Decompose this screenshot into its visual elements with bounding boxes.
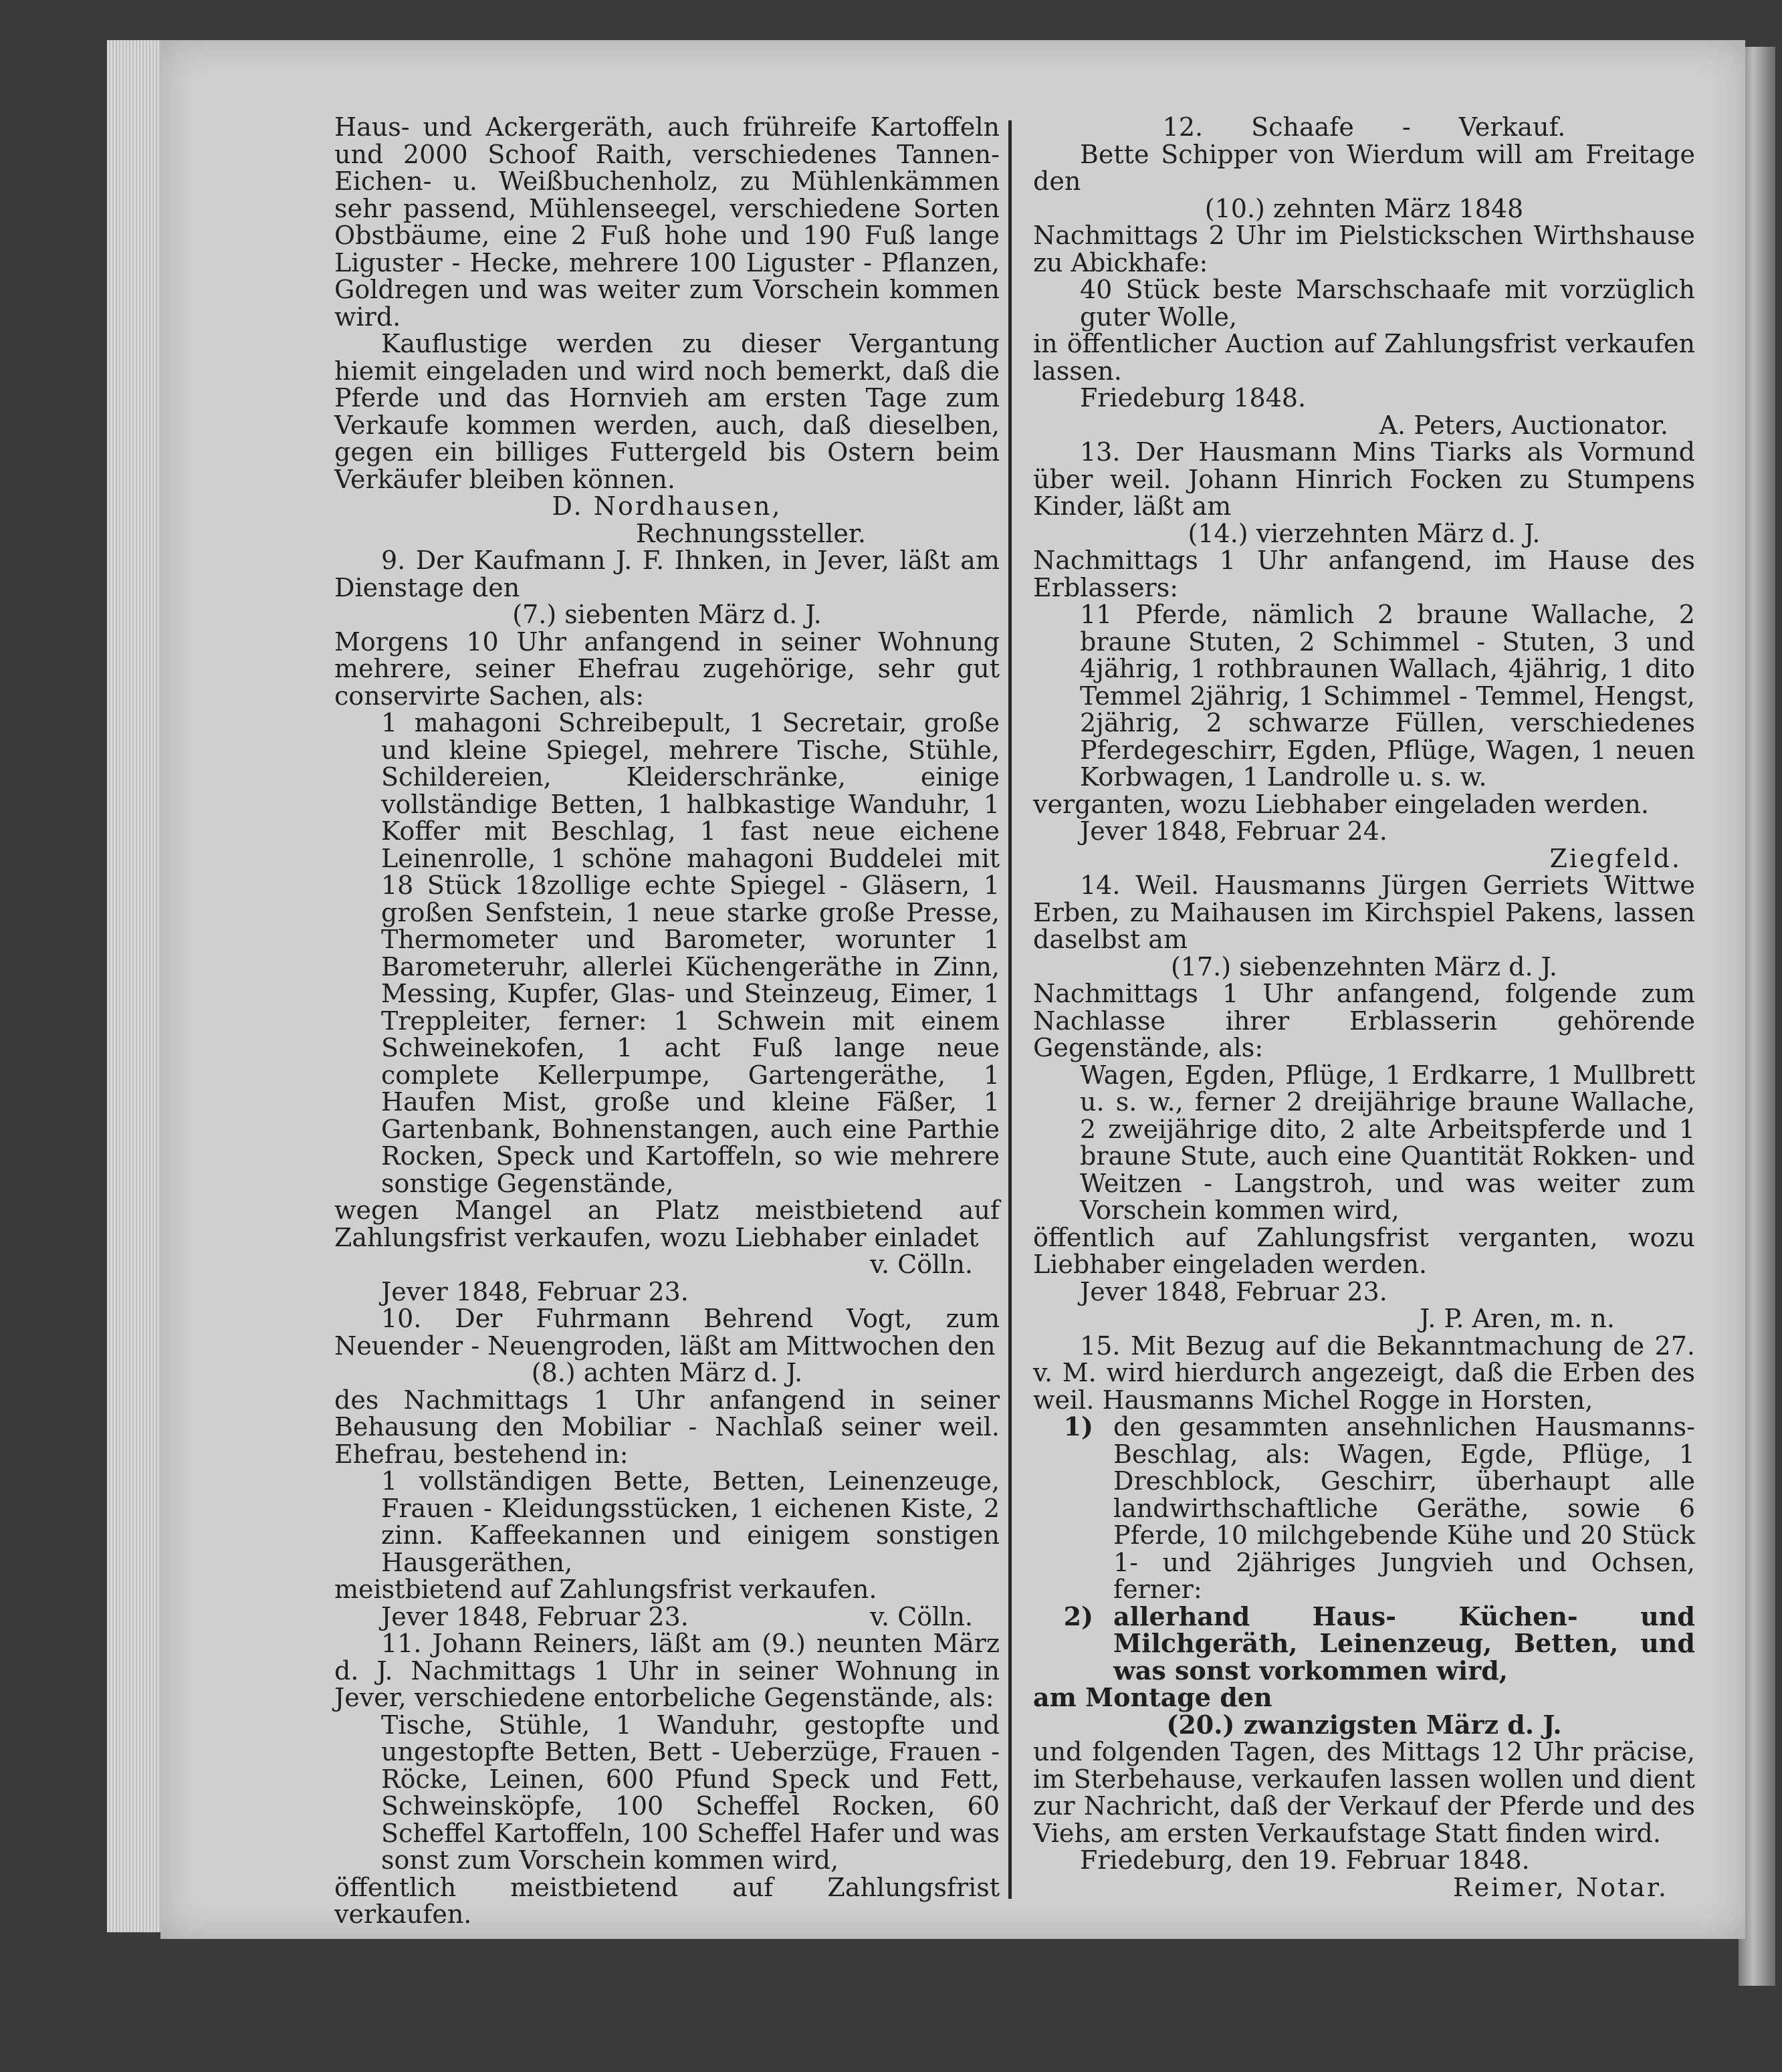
notice-14-date: (17.) siebenzehnten März d. J. [1170,951,1558,982]
notice-9-date: (7.) siebenten März d. J. [512,600,822,629]
date-line: Jever 1848, Februar 23. [381,1601,689,1631]
date-line: Friedeburg, den 19. Februar 1848. [1080,1845,1530,1875]
notice-13-list: 11 Pferde, nämlich 2 braune Wallache, 2 braune Stuten, 2 Schimmel - Stuten, 3 und 4jährig, 1 rothbraunen Wallach, 4jährig, 1 dito Temmel 2jährig, 1 Schimmel - Temmel, Hengst, 2jährig, 2 schwarze Füllen, verschiedenes Pferdegeschirr, Egden, Pflüge, Wagen, 1 neuen Korbwagen, 1 Landrolle u. s. w. [1080,600,1695,792]
notice-15-weekday: am Montage den [1033,1682,1272,1712]
notice-12-body: Nachmittags 2 Uhr im Pielstickschen Wirthshause zu Abickhafe: [1033,221,1695,277]
column-divider [1008,120,1012,1899]
right-column [1033,114,1695,1901]
date-line: Jever 1848, Februar 23. [381,1276,689,1306]
signature: D. Nordhausen, [552,491,782,521]
date-signature-row [334,1603,1000,1631]
item-text: allerhand Haus- Küchen- und Milchgeräth, Leinenzeug, Betten, und was sonst vorkommen wird, [1113,1601,1695,1686]
notice-14-list: Wagen, Egden, Pflüge, 1 Erdkarre, 1 Mullbrett u. s. w., ferner 2 dreijährige braune Wallache, 2 zweijährige dito, 2 alte Arbeitspferde und 1 braune Stute, auch eine Quantität Rokken- und Weitzen - Langstroh, und was weiter zum Vorschein kommen wird, [1080,1060,1695,1225]
notice-10-head: 10. Der Fuhrmann Behrend Vogt, zum Neuender - Neuengroden, läßt am Mittwochen den [334,1304,1000,1361]
notice-12-heading: 12. Schaafe - Verkauf. [1162,112,1566,142]
notice-14-head: 14. Weil. Hausmanns Jürgen Gerriets Wittwe Erben, zu Maihausen im Kirchspiel Pakens, lassen daselbst am [1033,871,1695,954]
date-line: Jever 1848, Februar 23. [1080,1276,1387,1306]
notice-10-tail: meistbietend auf Zahlungsfrist verkaufen. [334,1575,877,1604]
notice-15-date: (20.) zwanzigsten März d. J. [1166,1709,1562,1740]
notice-15-tail: und folgenden Tagen, des Mittags 12 Uhr präcise, im Sterbehause, verkaufen lassen wollen und dient zur Nachricht, daß der Verkauf der Pferde und des Viehs, am ersten Verkaufstage Statt finden wird. [1033,1737,1695,1848]
notice-9-tail: wegen Mangel an Platz meistbietend auf Zahlungsfrist verkaufen, wozu Liebhaber einladet [334,1195,1000,1252]
notice-11-head: 11. Johann Reiners, läßt am (9.) neunten März d. J. Nachmittags 1 Uhr in seiner Wohnung in Jever, verschiedene entorbeliche Gegenstände, als: [334,1629,1000,1712]
notice-12-head: Bette Schipper von Wierdum will am Freitage den [1033,139,1695,196]
item-text: den gesammten ansehnlichen Hausmanns-Beschlag, als: Wagen, Egde, Pflüge, 1 Dreschblock, Geschirr, überhaupt alle landwirthschaftliche Geräthe, sowie 6 Pferde, 10 milchgebende Kühe und 20 Stück 1- und 2jähriges Jungvieh und Ochsen, ferner: [1113,1412,1695,1604]
notice-13-date: (14.) vierzehnten März d. J. [1188,518,1541,548]
notice-10-date: (8.) achten März d. J. [531,1358,803,1387]
notice-12-date: (10.) zehnten März 1848 [1204,193,1524,223]
paragraph: Kauflustige werden zu dieser Vergantung hiemit eingeladen und wird noch bemerkt, daß die Pferde und das Hornvieh am ersten Tage zum Verkaufe kommen werden, auch, daß dieselben, gegen ein billiges Futtergeld bis Ostern beim Verkäufer bleiben können. [334,329,1000,494]
notice-13-tail: verganten, wozu Liebhaber eingeladen werden. [1033,789,1649,819]
notice-9-head: 9. Der Kaufmann J. F. Ihnken, in Jever, läßt am Dienstage den [334,546,1000,602]
notice-9-list: 1 mahagoni Schreibepult, 1 Secretair, große und kleine Spiegel, mehrere Tische, Stühle, Schildereien, Kleiderschränke, einige vollständige Betten, 1 halbkastige Wanduhr, 1 Koffer mit Beschlag, 1 fast neue eichene Leinenrolle, 1 schöne mahagoni Buddelei mit 18 Stück 18zollige echte Spiegel - Gläsern, 1 großen Senfstein, 1 neue starke große Presse, Thermometer und Barometer, worunter 1 Barometeruhr, allerlei Küchengeräthe in Zinn, Messing, Kupfer, Glas- und Steinzeug, Eimer, 1 Treppleiter, ferner: 1 Schwein mit einem Schweinekofen, 1 acht Fuß lange neue complete Kellerpumpe, Gartengeräthe, 1 Haufen Mist, große und kleine Fäßer, 1 Gartenbank, Bohnenstangen, auch eine Parthie Rocken, Speck und Kartoffeln, so wie mehrere sonstige Gegenstände, [381,708,1000,1198]
notice-10-body: des Nachmittags 1 Uhr anfangend in seiner Behausung den Mobiliar - Nachlaß seiner weil. Ehefrau, bestehend in: [334,1385,1000,1469]
paragraph: Haus- und Ackergeräth, auch frühreife Kartoffeln und 2000 Schoof Raith, verschiedenes Tannen- Eichen- u. Weißbuchenholz, zu Mühlenkämmen sehr passend, Mühlenseegel, verschiedene Sorten Obstbäume, eine 2 Fuß hohe und 190 Fuß lange Liguster - Hecke, mehrere 100 Liguster - Pflanzen, Goldregen und was weiter zum Vorschein kommen wird. [334,112,1000,332]
signature: A. Peters, Auctionator. [1379,410,1668,440]
signature: Reimer, Notar. [1452,1872,1668,1902]
notice-14-tail: öffentlich auf Zahlungsfrist verganten, wozu Liebhaber eingeladen werden. [1033,1222,1695,1279]
page-stack-left [107,40,167,1932]
left-column [334,114,1000,1928]
signature: v. Cölln. [870,1250,973,1279]
notice-10-list: 1 vollständigen Bette, Betten, Leinenzeuge, Frauen - Kleidungsstücken, 1 eichenen Kiste, 2 zinn. Kaffeekannen und einigem sonstigen Hausgeräthen, [381,1466,1000,1577]
notice-15-item-2 [1033,1603,1695,1685]
notice-12-list: 40 Stück beste Marschschaafe mit vorzüglich guter Wolle, [1080,275,1695,332]
item-number: 1) [1063,1411,1093,1442]
signature-title: Rechnungssteller. [635,518,866,548]
item-number: 2) [1063,1601,1093,1631]
notice-14-body: Nachmittags 1 Uhr anfangend, folgende zum Nachlasse ihrer Erblasserin gehörende Gegenstände, als: [1033,979,1695,1062]
signature: v. Cölln. [870,1601,973,1631]
date-line: Friedeburg 1848. [1080,383,1307,413]
notice-11-tail: öffentlich meistbietend auf Zahlungsfrist verkaufen. [334,1872,1000,1929]
notice-15-head: 15. Mit Bezug auf die Bekanntmachung de 27. v. M. wird hierdurch angezeigt, daß die Erben des weil. Hausmanns Michel Rogge in Horsten, [1033,1331,1695,1415]
notice-12-tail: in öffentlicher Auction auf Zahlungsfrist verkaufen lassen. [1033,329,1695,386]
notice-13-head: 13. Der Hausmann Mins Tiarks als Vormund über weil. Johann Hinrich Focken zu Stumpens Kinder, läßt am [1033,437,1695,521]
notice-11-list: Tische, Stühle, 1 Wanduhr, gestopfte und ungestopfte Betten, Bett - Ueberzüge, Frauen - Röcke, Leinen, 600 Pfund Speck und Fett, Schweinsköpfe, 100 Scheffel Rocken, 60 Scheffel Kartoffeln, 100 Scheffel Hafer und was sonst zum Vorschein kommen wird, [381,1710,1000,1875]
date-line: Jever 1848, Februar 24. [1080,816,1387,846]
signature: Ziegfeld. [1549,843,1682,873]
signature: J. P. Aren, m. n. [1420,1304,1615,1333]
notice-13-body: Nachmittags 1 Uhr anfangend, im Hause des Erblassers: [1033,546,1695,602]
notice-15-item-1 [1033,1413,1695,1603]
notice-9-body: Morgens 10 Uhr anfangend in seiner Wohnung mehrere, seiner Ehefrau zugehörige, sehr gut conservirte Sachen, als: [334,626,1000,711]
